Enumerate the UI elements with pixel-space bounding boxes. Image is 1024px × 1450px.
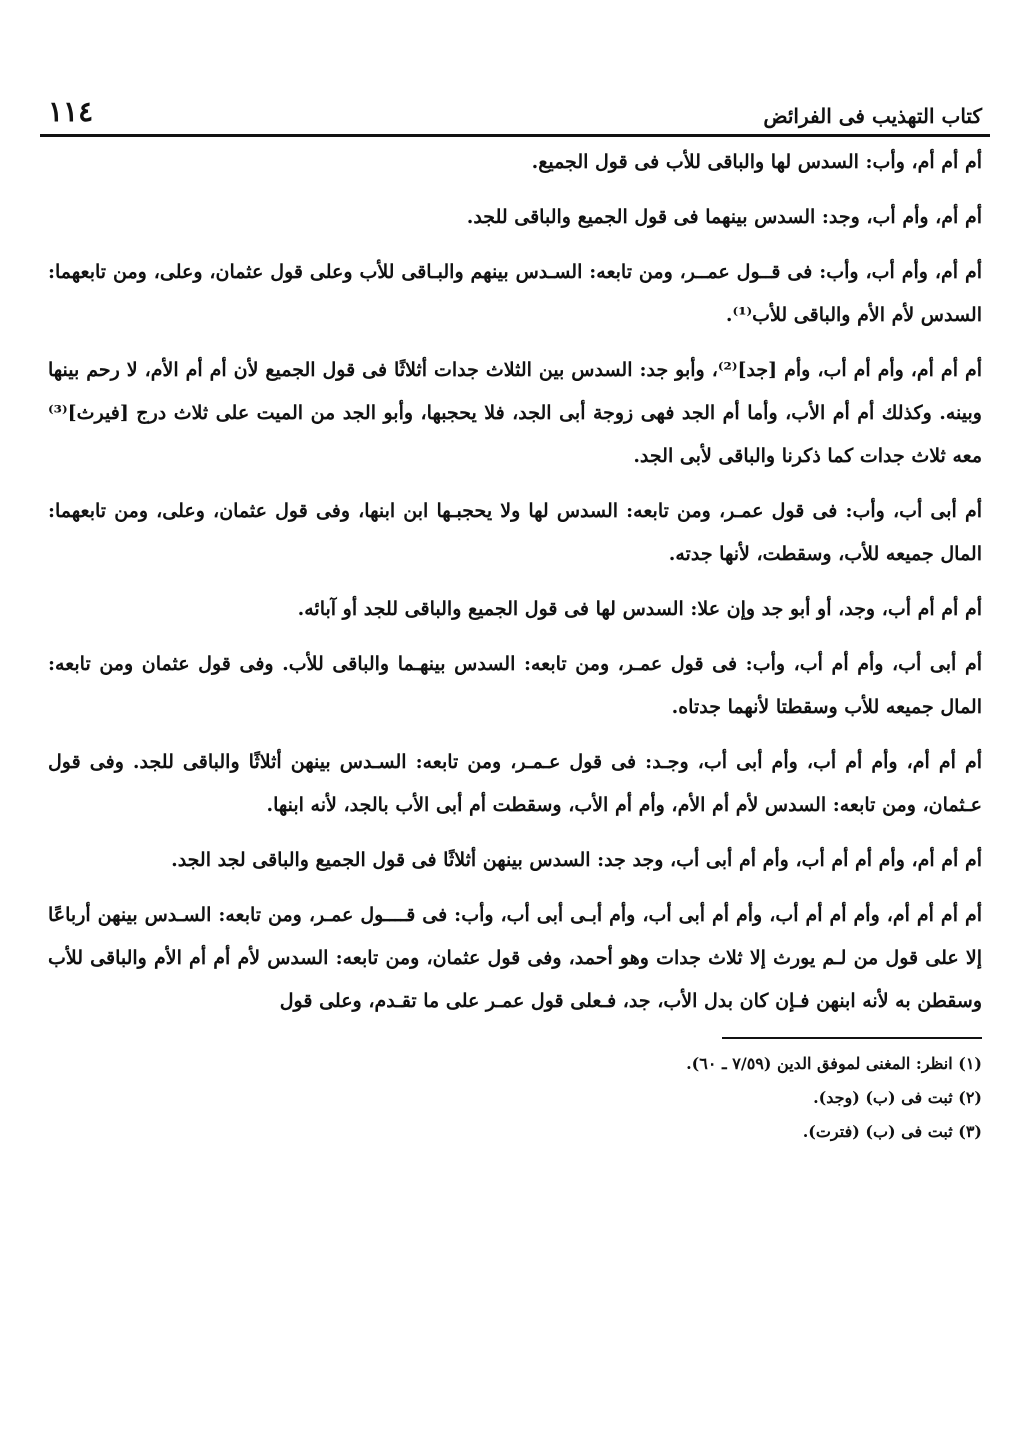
paragraph: أم أبى أب، وأب: فى قول عمـر، ومن تابعه: السدس لها ولا يحجبـها ابن ابنها، وفى قول عثمان، وعلى، ومن تابعهما: المال جميعه للأب، وسقطت، لأنها جدته. (48, 500, 982, 565)
footnote: (١) انظر: المغنى لموفق الدين (٧/٥٩ ـ ٦٠). (686, 1054, 982, 1073)
footnote: (٣) ثبت فى (ب) (فترت). (802, 1122, 982, 1141)
paragraph: أم أم أم أم، وأم أم أم أب، وأم أم أبى أب، وأم أبـى أبى أب، وأب: فى قــــول عمـر، ومن تابعه: السـدس بينهن أرباعًا إلا على قول من لـم يورث إلا ثلاث جدات وهو أحمد، وفى قول عثمان، ومن تابعه: السدس لأم أم أم الأم والباقى للأب وسقطن به لأنه ابنهن فـإن كان بدل الأب، جد، فـعلى قول عمـر على ما تقـدم، وعلى قول (48, 904, 982, 1012)
footnote-rule (722, 1037, 982, 1039)
paragraph: أم أم، وأم أب، وجد: السدس بينهما فى قول الجميع والباقى للجد. (466, 206, 982, 228)
paragraph: أم أم أم أب، وجد، أو أبو جد وإن علا: السدس لها فى قول الجميع والباقى للجد أو آبائه. (297, 598, 982, 620)
main-text (40, 141, 990, 1023)
paragraph: أم أم أم، وأم أم أم أب، وأم أم أبى أب، وجد جد: السدس بينهن أثلاثًا فى قول الجميع والباقى لجد الجد. (171, 849, 982, 871)
paragraph: أم أم، وأم أب، وأب: فى قــول عمــر، ومن تابعه: السـدس بينهم والبـاقى للأب وعلى قول عثمان، وعلى، ومن تابعهما: السدس لأم الأم والباقى للأب⁽¹⁾. (48, 261, 982, 326)
header-rule (40, 134, 990, 137)
paragraph: أم أم أم، وأم أم أب، وأم أبى أب، وجـد: فى قول عـمـر، ومن تابعه: السـدس بينهن أثلاثًا والباقى للجد. وفى قول عـثمان، ومن تابعه: السدس لأم أم الأم، وأم أم الأب، وسقطت أم أبى الأب بالجد، لأنه ابنها. (48, 751, 982, 816)
book-page (40, 78, 990, 1398)
book-title: كتاب التهذيب فى الفرائض (763, 104, 982, 128)
running-header (40, 78, 990, 128)
paragraph: أم أم أم، وأب: السدس لها والباقى للأب فى قول الجميع. (531, 151, 982, 173)
footnote: (٢) ثبت فى (ب) (وجد). (813, 1088, 982, 1107)
page-number: ١١٤ (48, 95, 94, 128)
paragraph: أم أم أم، وأم أم أب، وأم [جد]⁽²⁾، وأبو جد: السدس بين الثلاث جدات أثلاثًا فى قول الجميع لأن أم أم الأم، لا رحم بينها وبينه. وكذلك أم أم الأب، وأما أم الجد فهى زوجة أبى الجد، فلا يحجبها، وأبو الجد من الميت على ثلاث درج [فيرث]⁽³⁾ معه ثلاث جدات كما ذكرنا والباقى لأبى الجد. (48, 359, 982, 467)
paragraph: أم أبى أب، وأم أم أب، وأب: فى قول عمـر، ومن تابعه: السدس بينهـما والباقى للأب. وفى قول عثمان ومن تابعه: المال جميعه للأب وسقطتا لأنهما جدتاه. (48, 653, 982, 718)
footnotes (40, 1037, 990, 1149)
